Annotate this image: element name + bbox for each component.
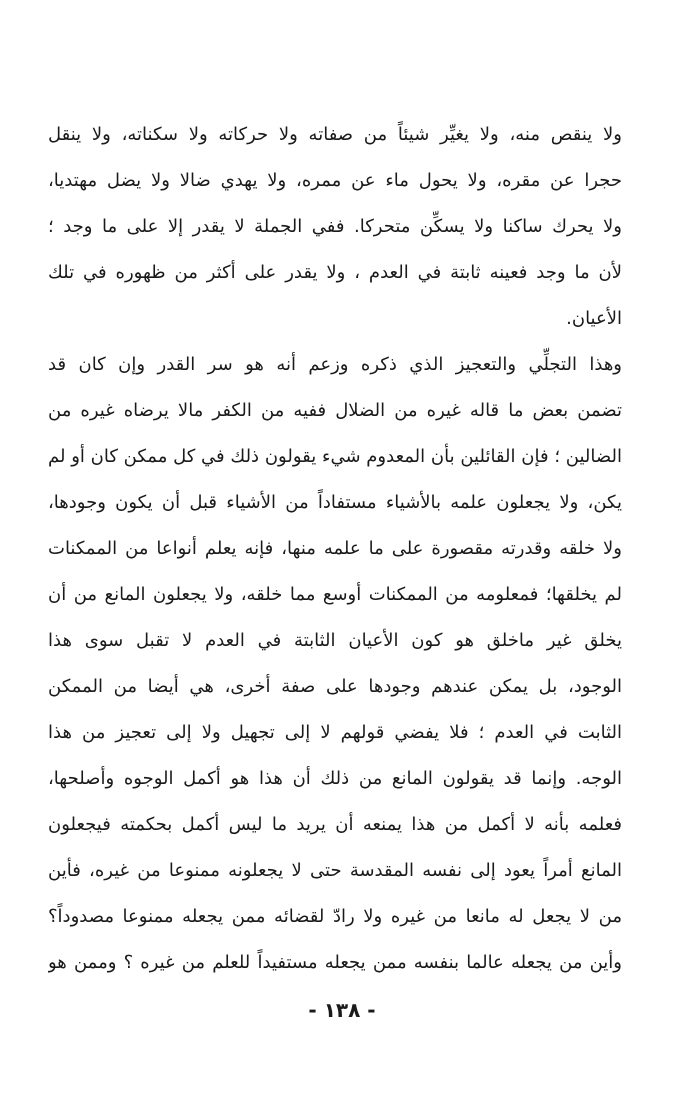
text-line: يخلق غير ماخلق هو كون الأعيان الثابتة في العدم لا تقبل سوى هذا <box>48 630 622 651</box>
text-line: الوجود، بل يمكن عندهم وجودها على صفة أخرى، هي أيضا من الممكن <box>48 676 622 697</box>
page-number: - ١٣٨ - <box>308 998 376 1022</box>
text-line: ولا خلقه وقدرته مقصورة على ما علمه منها، فإنه يعلم أنواعا من الممكنات <box>48 538 622 559</box>
text-line: ولا يحرك ساكنا ولا يسكِّن متحركا. ففي الجملة لا يقدر إلا على ما وجد ؛ <box>48 216 622 237</box>
paragraph-2 <box>48 342 622 986</box>
text-line: الوجه. وإنما قد يقولون المانع من ذلك أن هذا هو أكمل الوجوه وأصلحها، <box>48 768 622 789</box>
text-line: فعلمه بأنه لا أكمل من هذا يمنعه أن يريد ما ليس أكمل بحكمته فيجعلون <box>48 814 622 835</box>
text-line: لأن ما وجد فعينه ثابتة في العدم ، ولا يقدر على أكثر من ظهوره في تلك <box>48 262 622 283</box>
text-line: وأين من يجعله عالما بنفسه ممن يجعله مستفيداً للعلم من غيره ؟ وممن هو <box>48 952 622 973</box>
text-line: لم يخلقها؛ فمعلومه من الممكنات أوسع مما خلقه، ولا يجعلون المانع من أن <box>48 584 622 605</box>
text-line: يكن، ولا يجعلون علمه بالأشياء مستفاداً من الأشياء قبل أن يكون وجودها، <box>48 492 622 513</box>
text-line: الأعيان. <box>566 308 622 329</box>
paragraph-1 <box>48 112 622 342</box>
text-line: تضمن بعض ما قاله غيره من الضلال ففيه من الكفر مالا يرضاه غيره من <box>48 400 622 421</box>
text-line: ولا ينقص منه، ولا يغيِّر شيئاً من صفاته ولا حركاته ولا سكناته، ولا ينقل <box>48 124 622 145</box>
text-line: وهذا التجلِّي والتعجيز الذي ذكره وزعم أنه هو سر القدر وإن كان قد <box>48 354 622 375</box>
text-line: الثابت في العدم ؛ فلا يفضي قولهم لا إلى تجهيل ولا إلى تعجيز من هذا <box>48 722 622 743</box>
text-line: من لا يجعل له مانعا من غيره ولا رادّ لقضائه ممن يجعله ممنوعا مصدوداً؟ <box>48 906 622 927</box>
text-line: الضالين ؛ فإن القائلين بأن المعدوم شيء يقولون ذلك في كل ممكن كان أو لم <box>48 446 622 467</box>
text-line: حجرا عن مقره، ولا يحول ماء عن ممره، ولا يهدي ضالا ولا يضل مهتديا، <box>48 170 622 191</box>
text-line: المانع أمراً يعود إلى نفسه المقدسة حتى لا يجعلونه ممنوعا من غيره، فأين <box>48 860 622 881</box>
